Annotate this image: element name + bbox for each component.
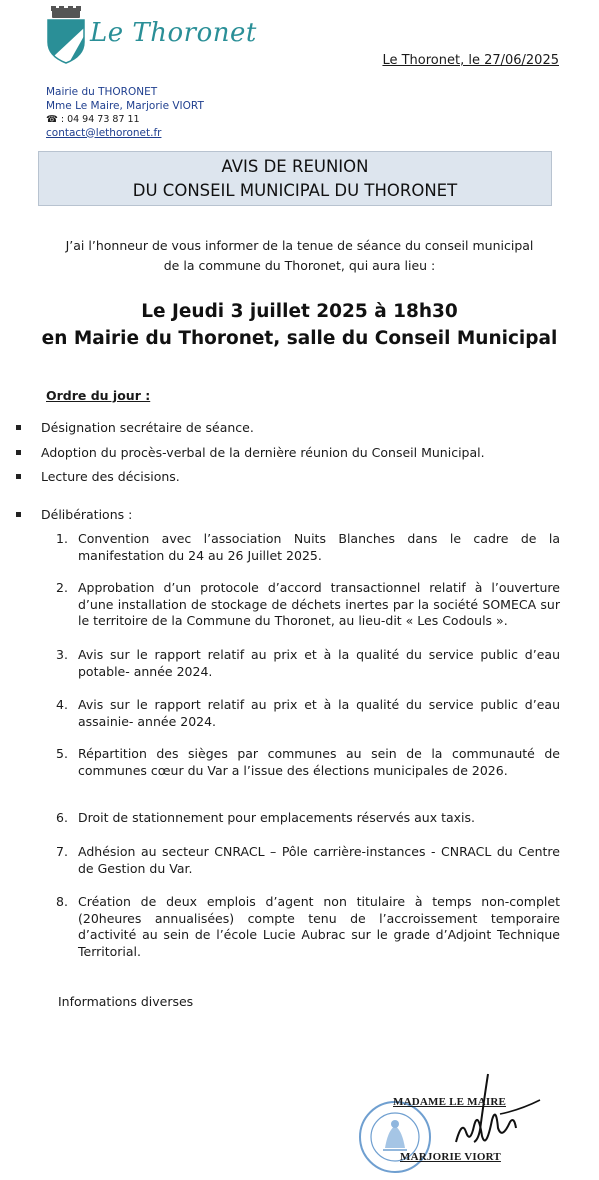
bullet-square-icon — [16, 450, 21, 455]
title-line-1: AVIS DE REUNION — [221, 157, 369, 176]
bullet-square-icon — [16, 474, 21, 479]
intro-line-1: J’ai l’honneur de vous informer de la tenue de séance du conseil municipal — [65, 238, 534, 253]
signatory-title: MADAME LE MAIRE — [393, 1096, 506, 1108]
town-logo-text: Le Thoronet — [90, 18, 257, 48]
sender-block — [46, 86, 204, 140]
mairie-name: Mairie du THORONET — [46, 86, 158, 98]
bullet-square-icon — [16, 425, 21, 430]
handwritten-signature-icon — [440, 1070, 550, 1158]
title-line-2: DU CONSEIL MUNICIPAL DU THORONET — [132, 181, 458, 200]
meeting-details — [0, 298, 599, 352]
meeting-date: Le Jeudi 3 juillet 2025 à 18h30 — [141, 301, 458, 322]
phone-number: ☎ : 04 94 73 87 11 — [46, 114, 140, 125]
email-link[interactable]: contact@lethoronet.fr — [46, 126, 162, 139]
title-box — [38, 151, 552, 206]
intro-line-2: de la commune du Thoronet, qui aura lieu : — [163, 258, 436, 273]
signatory-name: MARJORIE VIORT — [400, 1151, 501, 1163]
town-crest-icon — [46, 6, 86, 64]
meeting-location: en Mairie du Thoronet, salle du Conseil Municipal — [41, 328, 558, 349]
agenda-bullet: Délibérations : — [16, 507, 132, 522]
agenda-bullet: Adoption du procès-verbal de la dernière réunion du Conseil Municipal. — [16, 445, 485, 460]
intro-text — [0, 236, 599, 276]
bullet-square-icon — [16, 512, 21, 517]
maire-name: Mme Le Maire, Marjorie VIORT — [46, 99, 204, 112]
date-line: Le Thoronet, le 27/06/2025 — [382, 53, 559, 68]
agenda-bullet: Désignation secrétaire de séance. — [16, 420, 254, 435]
agenda-bullet: Lecture des décisions. — [16, 469, 180, 484]
agenda-heading: Ordre du jour : — [46, 388, 151, 403]
informations-diverses: Informations diverses — [58, 994, 194, 1009]
